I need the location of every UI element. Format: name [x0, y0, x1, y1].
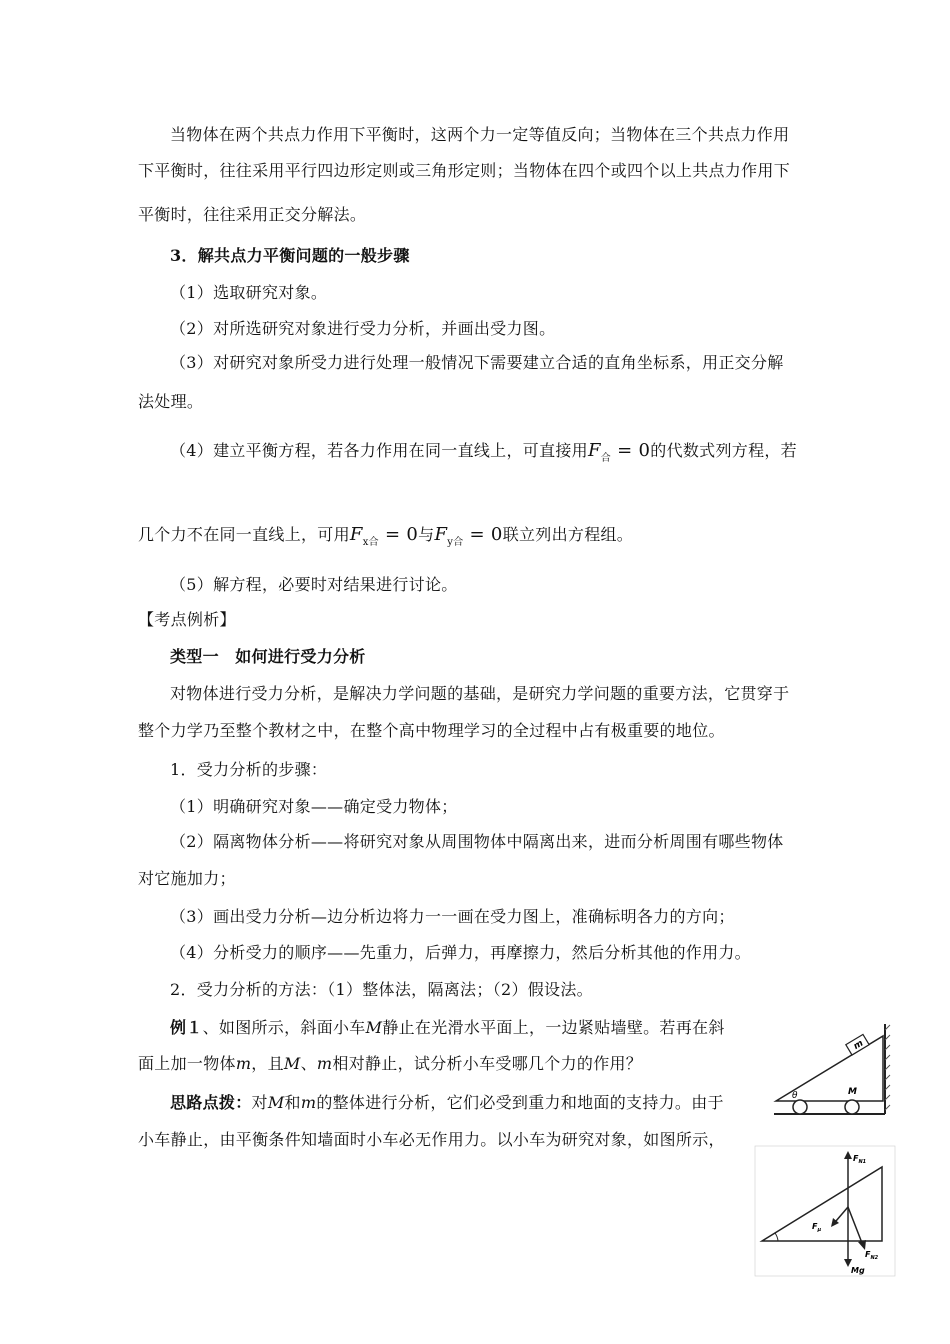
figure-force-diagram: [754, 1145, 896, 1277]
formula-fx-sum: $F_{x合} = 0$: [349, 524, 419, 548]
step-5: （5）解方程，必要时对结果进行讨论。: [170, 575, 458, 594]
para1-line3: 平衡时，往往采用正交分解法。: [138, 205, 367, 224]
step-4b-text-post: 联立列出方程组。: [502, 525, 634, 544]
wheel-right: [845, 1100, 859, 1114]
hint-label: 思路点拨：: [170, 1093, 252, 1112]
hint-line1: 思路点拨：对M和m的整体进行分析，它们必受到重力和地面的支持力。由于: [170, 1093, 724, 1112]
block-m: [846, 1034, 869, 1055]
step-2: （2）对所选研究对象进行受力分析，并画出受力图。: [170, 319, 556, 338]
fn2-arrow: [848, 1207, 862, 1243]
step-3-line1: （3）对研究对象所受力进行处理一般情况下需要建立合适的直角坐标系，用正交分解: [170, 353, 784, 372]
incline-outline: [762, 1167, 882, 1241]
angle-arc: [775, 1233, 778, 1241]
angle-label: θ: [792, 1091, 798, 1101]
example-line1: 例１、如图所示，斜面小车M静止在光滑水平面上，一边紧贴墙壁。若再在斜: [170, 1018, 725, 1037]
fn1-label: $F_{N1}$: [853, 1154, 867, 1165]
step-4-text-post: 的代数式列方程，若: [650, 441, 797, 460]
step-4b-text-mid: 与: [418, 525, 435, 544]
example-line2: 面上加一物体m，且M、m相对静止，试分析小车受哪几个力的作用？: [138, 1054, 643, 1073]
figure-incline-cart: [772, 1022, 892, 1124]
steps-heading: 3．解共点力平衡问题的一般步骤: [170, 246, 410, 265]
analysis-step-2-line2: 对它施加力；: [138, 869, 236, 888]
type1-heading: 类型一 如何进行受力分析: [170, 647, 366, 666]
hint-line2: 小车静止，由平衡条件知墙面时小车必无作用力。以小车为研究对象，如图所示，: [138, 1130, 725, 1149]
cart-label: M: [848, 1087, 857, 1097]
formula-f-sum: $F_合 = 0$: [587, 440, 651, 464]
analysis-step-4: （4）分析受力的顺序——先重力，后弹力，再摩擦力，然后分析其他的作用力。: [170, 943, 751, 962]
analysis-method: 2．受力分析的方法：（1）整体法，隔离法；（2）假设法。: [170, 980, 593, 999]
para1-line1: 当物体在两个共点力作用下平衡时，这两个力一定等值反向；当物体在三个共点力作用: [170, 125, 790, 144]
mg-label: Mg: [851, 1266, 865, 1275]
svg-text:m: m: [851, 1038, 866, 1052]
step-4-text-pre: （4）建立平衡方程，若各力作用在同一直线上，可直接用: [170, 441, 588, 460]
analysis-steps-title: 1．受力分析的步骤：: [170, 760, 328, 779]
formula-fy-sum: $F_{y合} = 0$: [434, 524, 503, 548]
step-4-line2: [138, 525, 633, 548]
intro-line1: 对物体进行受力分析，是解决力学问题的基础，是研究力学问题的重要方法，它贯穿于: [170, 684, 790, 703]
fn2-label: $F_{N2}$: [865, 1250, 879, 1261]
analysis-step-1: （1）明确研究对象——确定受力物体；: [170, 797, 458, 816]
analysis-step-3: （3）画出受力分析—边分析边将力一一画在受力图上，准确标明各力的方向；: [170, 907, 735, 926]
step-1: （1）选取研究对象。: [170, 283, 328, 302]
step-4b-text-pre: 几个力不在同一直线上，可用: [138, 525, 350, 544]
intro-line2: 整个力学乃至整个教材之中，在整个高中物理学习的全过程中占有极重要的地位。: [138, 721, 725, 740]
para1-line2: 下平衡时，往往采用平行四边形定则或三角形定则；当物体在四个或四个以上共点力作用下: [138, 161, 791, 180]
analysis-step-2-line1: （2）隔离物体分析——将研究对象从周围物体中隔离出来，进而分析周围有哪些物体: [170, 832, 784, 851]
fn1-arrowhead: [844, 1151, 852, 1159]
step-3-line2: 法处理。: [138, 392, 204, 411]
wheel-left: [793, 1100, 807, 1114]
step-4-line1: [170, 441, 797, 464]
friction-arrow: [836, 1207, 848, 1221]
friction-label: $F_\mu$: [812, 1222, 822, 1233]
example-label: 例１: [170, 1018, 203, 1037]
kaodian-heading: 【考点例析】: [138, 610, 236, 629]
